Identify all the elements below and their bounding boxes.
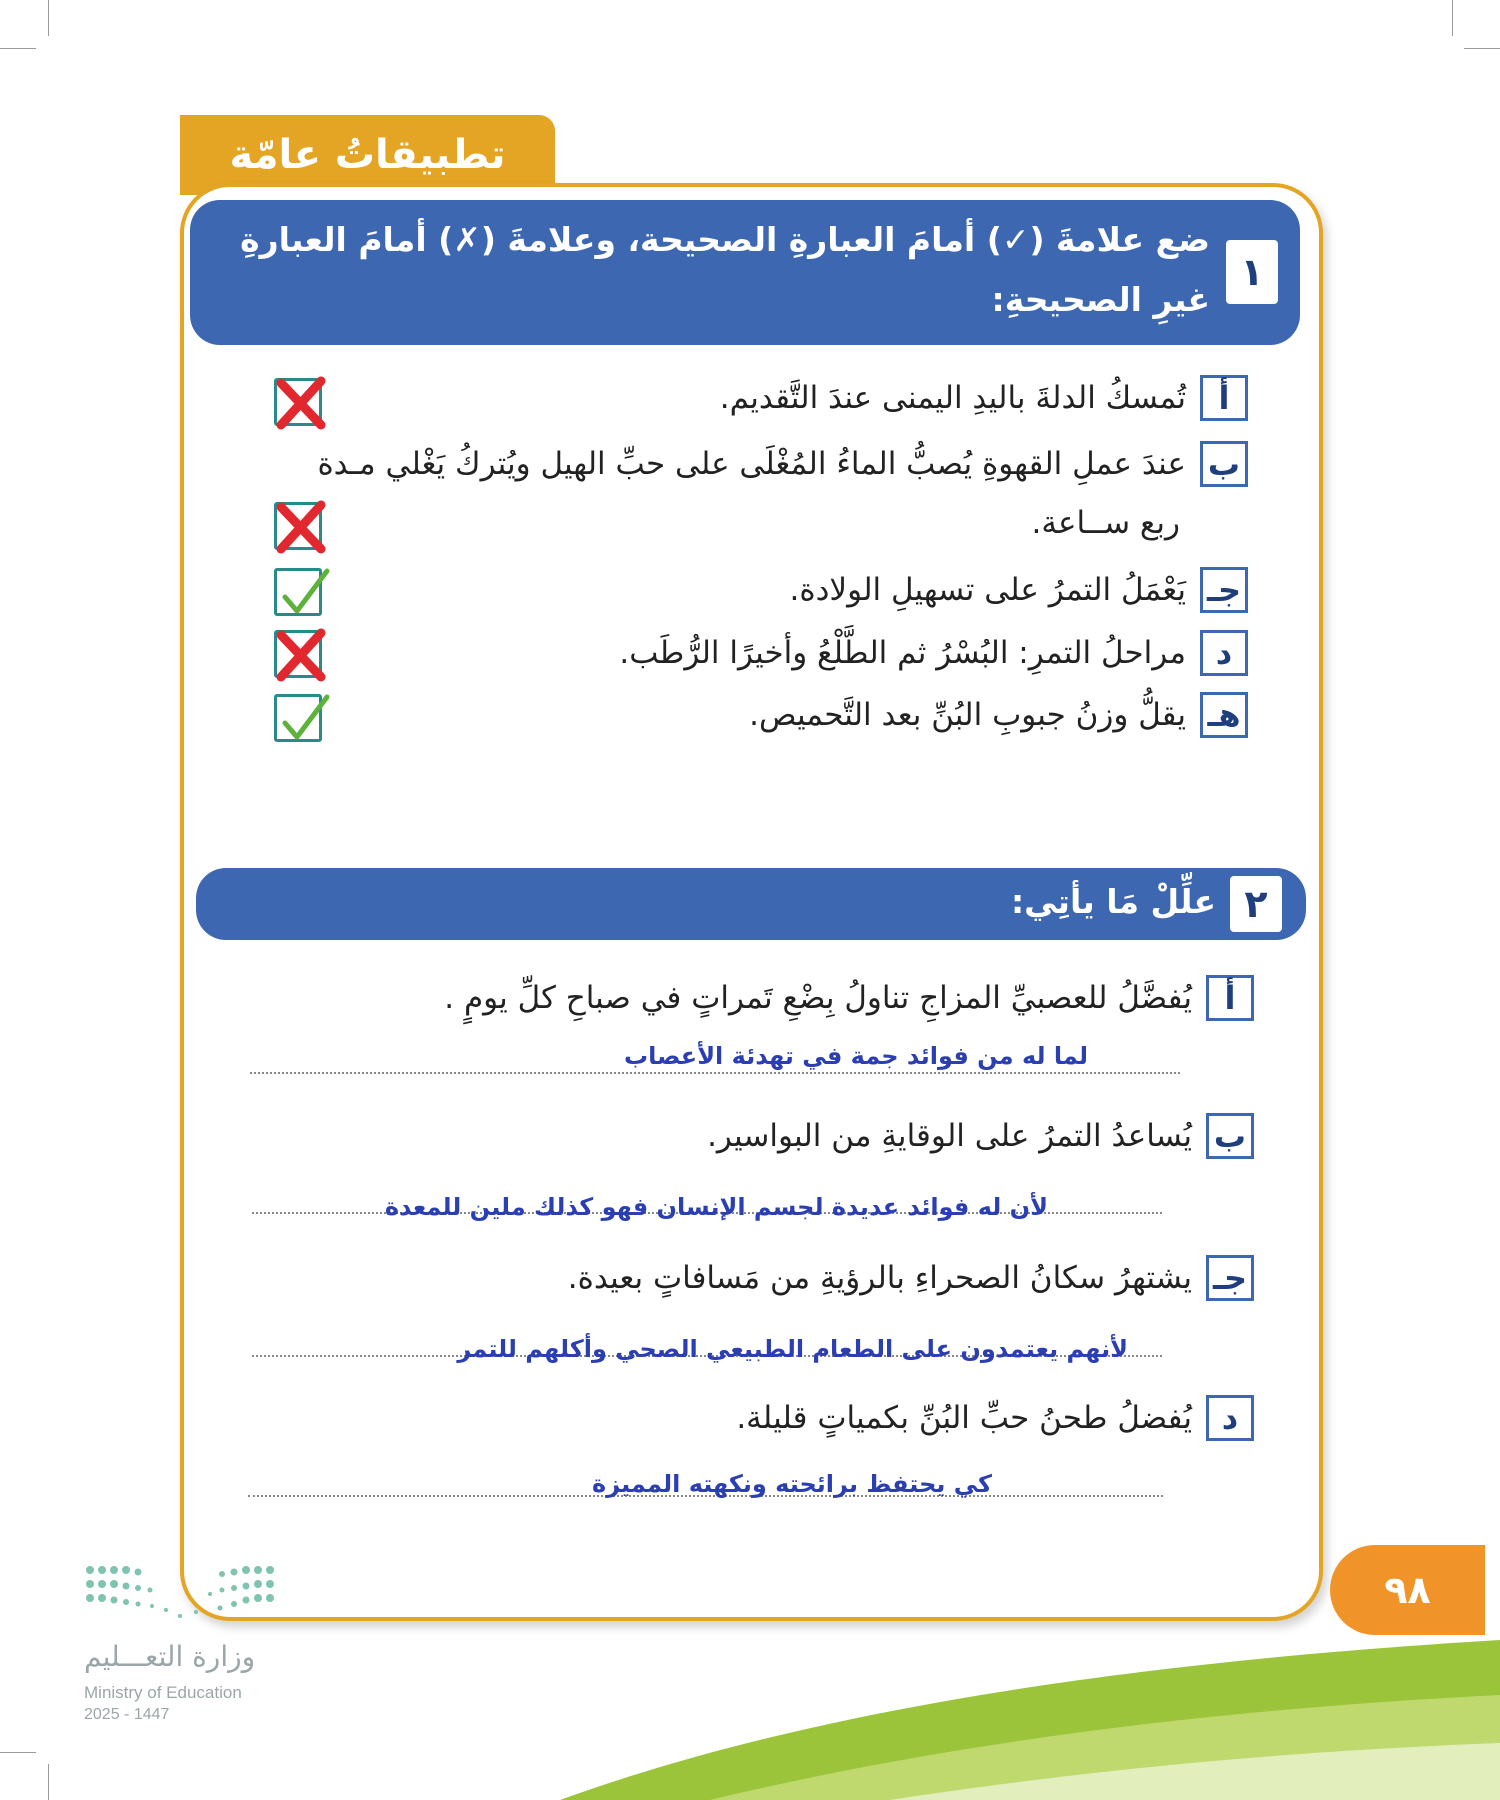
item-letter: د — [1200, 630, 1248, 676]
answer-checkbox[interactable] — [274, 568, 322, 616]
handwritten-answer: لما له من فوائد جمة في تهدئة الأعصاب — [624, 1042, 1088, 1070]
question-2-banner — [196, 868, 1306, 940]
wrong-mark-icon — [271, 497, 331, 559]
answer-line — [250, 1072, 1180, 1074]
question-instruction: علِّلْ مَا يأتِي: — [1010, 882, 1216, 921]
statement-text: عندَ عملِ القهوةِ يُصبُّ الماءُ المُغْلَى على حبِّ الهيل ويُتركُ يَغْلي مـدة — [317, 446, 1186, 482]
statement-text: مراحلُ التمرِ: البُسْرُ ثم الطَّلْعُ وأخيرًا الرُّطَب. — [619, 635, 1186, 671]
ministry-name-english: Ministry of Education — [84, 1683, 242, 1702]
page-title: تطبيقاتُ عامّة — [229, 132, 506, 178]
item-letter: ب — [1200, 441, 1248, 487]
crop-mark — [0, 1752, 36, 1753]
answer-checkbox[interactable] — [274, 694, 322, 742]
item-letter: أ — [1206, 975, 1254, 1021]
question-1-banner — [190, 200, 1300, 345]
question-number: ١ — [1226, 240, 1278, 304]
check-mark-icon — [271, 689, 331, 751]
reason-row — [707, 1113, 1254, 1159]
wrong-mark-icon — [271, 373, 331, 435]
reason-text: يشتهرُ سكانُ الصحراءِ بالرؤيةِ من مَسافاتٍ بعيدة. — [567, 1260, 1192, 1296]
edition-year: 2025 - 1447 — [84, 1706, 170, 1723]
ministry-name-arabic: وزارة التعـــليم — [84, 1640, 256, 1673]
handwritten-answer: لأنهم يعتمدون على الطعام الطبيعي الصحي وأكلهم للتمر — [457, 1335, 1128, 1363]
answer-checkbox[interactable] — [274, 502, 322, 550]
reason-text: يُساعدُ التمرُ على الوقايةِ من البواسير. — [707, 1118, 1192, 1154]
item-letter: جـ — [1200, 567, 1248, 613]
item-letter: جـ — [1206, 1255, 1254, 1301]
crop-mark — [0, 48, 36, 49]
decorative-swoosh — [560, 1625, 1500, 1800]
answer-checkbox[interactable] — [274, 378, 322, 426]
crop-mark — [48, 1764, 49, 1800]
crop-mark — [48, 0, 49, 36]
item-letter: ب — [1206, 1113, 1254, 1159]
crop-mark — [1452, 0, 1453, 36]
crop-mark — [1464, 48, 1500, 49]
check-mark-icon — [271, 563, 331, 625]
reason-text: يُفضلُ طحنُ حبِّ البُنِّ بكمياتٍ قليلة. — [736, 1400, 1192, 1436]
item-letter: هـ — [1200, 692, 1248, 738]
statement-row — [619, 630, 1248, 676]
item-letter: أ — [1200, 375, 1248, 421]
reason-row — [568, 1255, 1254, 1301]
statement-continuation: ربع ســاعة. — [1031, 505, 1180, 541]
statement-row — [790, 567, 1249, 613]
statement-text: يَعْمَلُ التمرُ على تسهيلِ الولادة. — [789, 572, 1186, 608]
statement-row — [317, 441, 1248, 487]
item-letter: د — [1206, 1395, 1254, 1441]
statement-row — [720, 375, 1248, 421]
statement-text: تُمسكُ الدلةَ باليدِ اليمنى عندَ التَّقديم. — [719, 380, 1186, 416]
reason-row — [444, 975, 1254, 1021]
question-instruction: ضع علامةَ (✓) أمامَ العبارةِ الصحيحة، وعلامةَ (✗) أمامَ العبارةِ غيرِ الصحيحةِ: — [240, 220, 1210, 319]
page-number: ٩٨ — [1330, 1545, 1485, 1635]
handwritten-answer: لأن له فوائد عديدة لجسم الإنسان فهو كذلك ملين للمعدة — [384, 1193, 1048, 1221]
reason-row — [736, 1395, 1254, 1441]
reason-text: يُفضَّلُ للعصبيِّ المزاجِ تناولُ بِضْعِ تَمراتٍ في صباحِ كلِّ يومٍ . — [444, 980, 1192, 1016]
question-number: ٢ — [1230, 876, 1282, 932]
answer-checkbox[interactable] — [274, 630, 322, 678]
statement-row — [749, 692, 1248, 738]
statement-text: يقلُّ وزنُ جبوبِ البُنِّ بعد التَّحميص. — [749, 697, 1186, 733]
handwritten-answer: كي يحتفظ برائحته ونكهته المميزة — [592, 1470, 992, 1498]
wrong-mark-icon — [271, 625, 331, 687]
ministry-logo-icon — [80, 1560, 280, 1630]
